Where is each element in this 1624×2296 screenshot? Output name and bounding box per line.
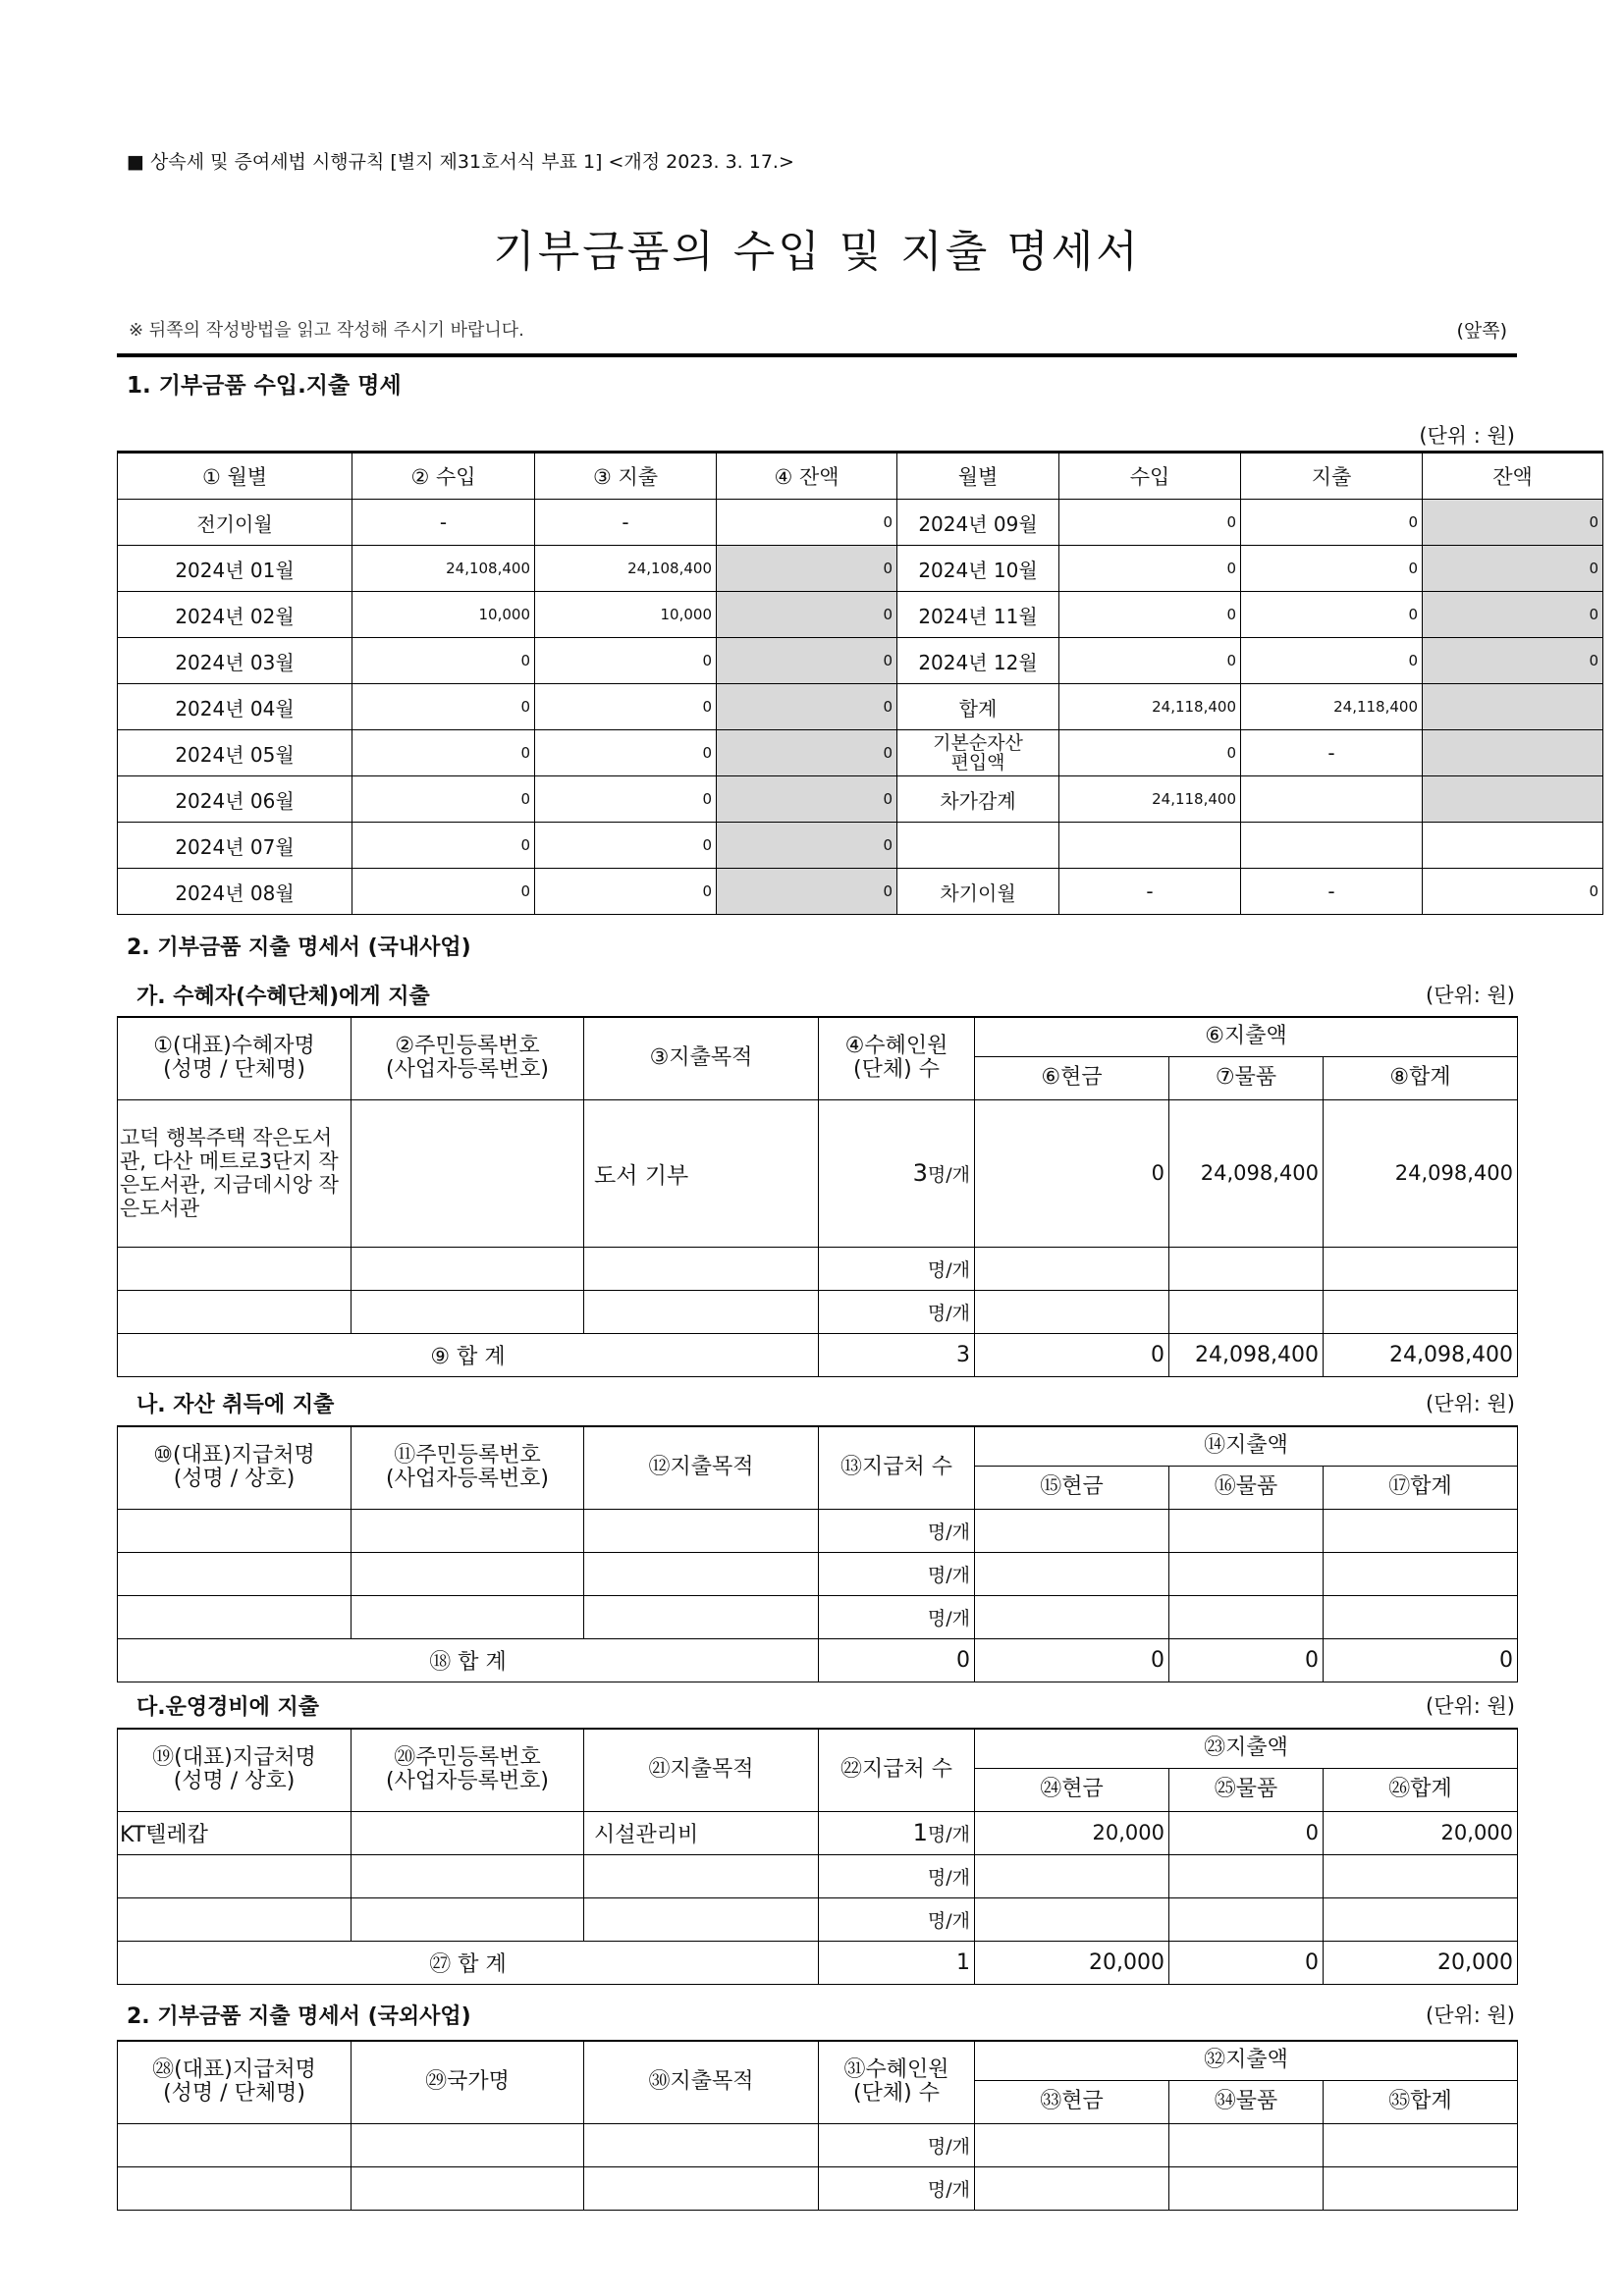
beneficiary-name-cell: 고덕 행복주택 작은도서관, 다산 메트로3단지 작은도서관, 지금데시앙 작은도서관 [118,1099,352,1247]
col-header-total: ㉖합계 [1324,1768,1518,1811]
balance-cell [1423,776,1603,823]
total-cell: 20,000 [1324,1811,1518,1854]
sum-count: 1 [819,1941,975,1984]
balance-cell: 0 [1423,546,1603,592]
expense-cell: 0 [1241,500,1423,546]
table-row [118,1509,1518,1552]
col-header-purpose: ③지출목적 [584,1017,819,1099]
expense-cell: 10,000 [535,592,717,638]
total-cell [1324,1247,1518,1290]
income-cell: 24,118,400 [1059,684,1241,730]
col-header-amount: ⑭지출액 [975,1426,1518,1466]
income-cell: 0 [352,869,535,915]
count-cell: 명/개 [819,2166,975,2210]
col-header-goods: ⑯물품 [1169,1466,1324,1509]
total-cell: 24,098,400 [1324,1099,1518,1247]
section2-title: 2. 기부금품 지출 명세서 (국내사업) [127,935,471,960]
col-header-payee-count: ㉒지급처 수 [819,1729,975,1811]
sum-goods: 0 [1169,1941,1324,1984]
col-header-country: ㉙국가명 [352,2041,584,2123]
month-cell: 2024년 08월 [118,869,352,915]
carry-forward-label-cell: 차기이월 [897,869,1059,915]
count-value: 1 [912,1819,928,1846]
col-header-amount: ㉜지출액 [975,2041,1518,2080]
operating-expense-table [117,1728,1518,1985]
balance-cell: 0 [1423,869,1603,915]
expense-cell: - [1241,730,1423,776]
table-row [118,730,1603,776]
table-row [118,1247,1518,1290]
col-header-balance-2: 잔액 [1423,453,1603,500]
income-cell: - [1059,869,1241,915]
section3-title: 2. 기부금품 지출 명세서 (국외사업) [127,2004,471,2029]
count-cell: 명/개 [819,2123,975,2166]
sum-cash: 0 [975,1333,1169,1376]
month-cell: 2024년 10월 [897,546,1059,592]
col-header-cash: ㉔현금 [975,1768,1169,1811]
purpose-cell: 도서 기부 [584,1099,819,1247]
table-row [118,1099,1518,1247]
section2-ga-unit: (단위: 원) [1426,984,1515,1007]
table-row [118,1854,1518,1897]
table-row [118,2166,1518,2210]
beneficiary-name-cell [118,1247,352,1290]
section1-unit: (단위 : 원) [1419,424,1515,448]
sum-row [118,1941,1518,1984]
balance-cell: 0 [717,823,897,869]
cash-cell: 20,000 [975,1811,1169,1854]
expense-cell: 0 [535,684,717,730]
balance-cell: 0 [717,546,897,592]
table-row [118,1290,1518,1333]
month-cell: 2024년 11월 [897,592,1059,638]
table-row [118,638,1603,684]
balance-cell: 0 [1423,592,1603,638]
sum-cash: 20,000 [975,1941,1169,1984]
count-cell: 명/개 [819,1247,975,1290]
expense-cell: 0 [535,730,717,776]
balance-cell: 0 [717,684,897,730]
col-header-count: ㉛수혜인원 (단체) 수 [819,2041,975,2123]
registration-number-cell [352,1290,584,1333]
month-cell: 2024년 04월 [118,684,352,730]
expense-cell: 0 [535,823,717,869]
net-asset-label-cell: 기본순자산 편입액 [897,730,1059,776]
income-cell: 0 [352,776,535,823]
income-cell: 0 [1059,638,1241,684]
balance-cell: 0 [717,776,897,823]
col-header-total: ㉟합계 [1324,2080,1518,2123]
col-header-purpose: ㉚지출목적 [584,2041,819,2123]
sum-label: ㉗ 합 계 [118,1941,819,1984]
balance-cell: 0 [717,638,897,684]
col-header-purpose: ㉑지출목적 [584,1729,819,1811]
table-row [118,776,1603,823]
count-unit: 명/개 [927,1824,970,1845]
col-header-goods: ⑦물품 [1169,1056,1324,1099]
expense-cell: 0 [535,638,717,684]
registration-number-cell [352,1811,584,1854]
balance-cell: 0 [717,592,897,638]
col-header-purpose: ⑫지출목적 [584,1426,819,1509]
income-cell: 24,108,400 [352,546,535,592]
col-header-month: ① 월별 [118,453,352,500]
expense-cell: 0 [535,869,717,915]
col-header-expense-2: 지출 [1241,453,1423,500]
month-cell: 2024년 03월 [118,638,352,684]
count-cell: 명/개 [819,1897,975,1941]
section2-ga-title: 가. 수혜자(수혜단체)에게 지출 [136,985,430,1009]
balance-cell: 0 [1423,500,1603,546]
table-row [118,2123,1518,2166]
form-reference-note: ■ 상속세 및 증여세법 시행규칙 [별지 제31호서식 부표 1] <개정 2023. 3. 17.> [127,151,794,173]
section1-title: 1. 기부금품 수입.지출 명세 [127,373,402,399]
page-side-label: (앞쪽) [1456,320,1507,342]
balance-cell: 0 [717,730,897,776]
income-cell: 0 [1059,500,1241,546]
purpose-cell [584,1247,819,1290]
month-cell: 2024년 05월 [118,730,352,776]
income-cell: 24,118,400 [1059,776,1241,823]
sum-row [118,1333,1518,1376]
col-header-registration-number: ⑪주민등록번호 (사업자등록번호) [352,1426,584,1509]
col-header-cash: ⑥현금 [975,1056,1169,1099]
col-header-income-2: 수입 [1059,453,1241,500]
month-cell: 2024년 09월 [897,500,1059,546]
table-row [118,1595,1518,1638]
balance-cell [1423,823,1603,869]
goods-cell: 0 [1169,1811,1324,1854]
col-header-amount: ㉓지출액 [975,1729,1518,1768]
count-cell [819,1811,975,1854]
sum-label: ⑱ 합 계 [118,1638,819,1682]
count-cell: 명/개 [819,1595,975,1638]
section2-na-title: 나. 자산 취득에 지출 [136,1393,335,1417]
col-header-payee-name: ⑩(대표)지급처명 (성명 / 상호) [118,1426,352,1509]
asset-acquisition-table [117,1425,1518,1682]
month-cell: 2024년 01월 [118,546,352,592]
count-cell: 명/개 [819,1509,975,1552]
balance-cell: 0 [717,869,897,915]
col-header-balance: ④ 잔액 [717,453,897,500]
col-header-registration-number: ⑳주민등록번호 (사업자등록번호) [352,1729,584,1811]
income-cell: 0 [1059,730,1241,776]
sum-count: 3 [819,1333,975,1376]
count-cell [819,1099,975,1247]
income-cell: 0 [1059,592,1241,638]
registration-number-cell [352,1099,584,1247]
table-row [118,546,1603,592]
count-unit: 명/개 [927,1164,970,1186]
expense-cell: 24,108,400 [535,546,717,592]
col-header-beneficiary-name: ①(대표)수혜자명 (성명 / 단체명) [118,1017,352,1099]
section2-na-unit: (단위: 원) [1426,1392,1515,1415]
col-header-expense: ③ 지출 [535,453,717,500]
count-cell: 명/개 [819,1552,975,1595]
col-header-payee-name: ⑲(대표)지급처명 (성명 / 상호) [118,1729,352,1811]
section2-da-title: 다.운영경비에 지출 [136,1695,320,1720]
table-row [118,1552,1518,1595]
sum-cash: 0 [975,1638,1169,1682]
sum-goods: 0 [1169,1638,1324,1682]
count-value: 3 [912,1159,928,1187]
sum-total: 0 [1324,1638,1518,1682]
expense-cell [1241,776,1423,823]
expense-cell: 0 [1241,592,1423,638]
guide-note: ※ 뒤쪽의 작성방법을 읽고 작성해 주시기 바랍니다. [129,320,524,341]
table-row [118,592,1603,638]
month-cell: 2024년 02월 [118,592,352,638]
table-row [118,500,1603,546]
expense-cell: 24,118,400 [1241,684,1423,730]
income-cell [1059,823,1241,869]
col-header-registration-number: ②주민등록번호 (사업자등록번호) [352,1017,584,1099]
balance-cell [1423,730,1603,776]
income-cell: 0 [352,730,535,776]
expense-cell: 0 [1241,638,1423,684]
expense-cell: - [535,500,717,546]
beneficiary-name-cell [118,1290,352,1333]
expense-cell [1241,823,1423,869]
registration-number-cell [352,1247,584,1290]
income-cell: - [352,500,535,546]
sum-total: 24,098,400 [1324,1333,1518,1376]
total-label-cell: 합계 [897,684,1059,730]
purpose-cell: 시설관리비 [584,1811,819,1854]
title-divider [117,353,1517,357]
sum-goods: 24,098,400 [1169,1333,1324,1376]
goods-cell [1169,1290,1324,1333]
expense-cell: 0 [535,776,717,823]
balance-cell: 0 [1423,638,1603,684]
month-cell: 2024년 07월 [118,823,352,869]
income-cell: 0 [352,638,535,684]
col-header-income: ② 수입 [352,453,535,500]
cash-cell: 0 [975,1099,1169,1247]
table-row [118,823,1603,869]
payee-name-cell: KT텔레캅 [118,1811,352,1854]
goods-cell: 24,098,400 [1169,1099,1324,1247]
col-header-cash: ㉝현금 [975,2080,1169,2123]
cash-cell [975,1290,1169,1333]
count-cell: 명/개 [819,1290,975,1333]
col-header-total: ⑰합계 [1324,1466,1518,1509]
balance-cell: 0 [717,500,897,546]
beneficiary-expense-table [117,1016,1518,1377]
section3-unit: (단위: 원) [1426,2003,1515,2027]
income-expense-table [117,451,1603,915]
count-cell: 명/개 [819,1854,975,1897]
overseas-expense-table [117,2040,1518,2211]
col-header-total: ⑧합계 [1324,1056,1518,1099]
sum-count: 0 [819,1638,975,1682]
month-cell: 전기이월 [118,500,352,546]
col-header-payee-name: ㉘(대표)지급처명 (성명 / 단체명) [118,2041,352,2123]
table-row [118,684,1603,730]
income-cell: 0 [1059,546,1241,592]
goods-cell [1169,1247,1324,1290]
month-cell: 2024년 12월 [897,638,1059,684]
col-header-goods: ㉕물품 [1169,1768,1324,1811]
total-cell [1324,1290,1518,1333]
income-cell: 0 [352,823,535,869]
sum-label: ⑨ 합 계 [118,1333,819,1376]
col-header-cash: ⑮현금 [975,1466,1169,1509]
col-header-count: ④수혜인원 (단체) 수 [819,1017,975,1099]
table-row [118,1811,1518,1854]
month-cell [897,823,1059,869]
income-cell: 0 [352,684,535,730]
section2-da-unit: (단위: 원) [1426,1694,1515,1718]
expense-cell: - [1241,869,1423,915]
col-header-payee-count: ⑬지급처 수 [819,1426,975,1509]
col-header-goods: ㉞물품 [1169,2080,1324,2123]
document-title: 기부금품의 수입 및 지출 명세서 [493,227,1141,277]
table-row [118,1897,1518,1941]
month-cell: 2024년 06월 [118,776,352,823]
cash-cell [975,1247,1169,1290]
purpose-cell [584,1290,819,1333]
net-total-label-cell: 차가감계 [897,776,1059,823]
balance-cell [1423,684,1603,730]
sum-row [118,1638,1518,1682]
expense-cell: 0 [1241,546,1423,592]
income-cell: 10,000 [352,592,535,638]
sum-total: 20,000 [1324,1941,1518,1984]
table-row [118,869,1603,915]
col-header-amount: ⑥지출액 [975,1017,1518,1056]
col-header-month-2: 월별 [897,453,1059,500]
